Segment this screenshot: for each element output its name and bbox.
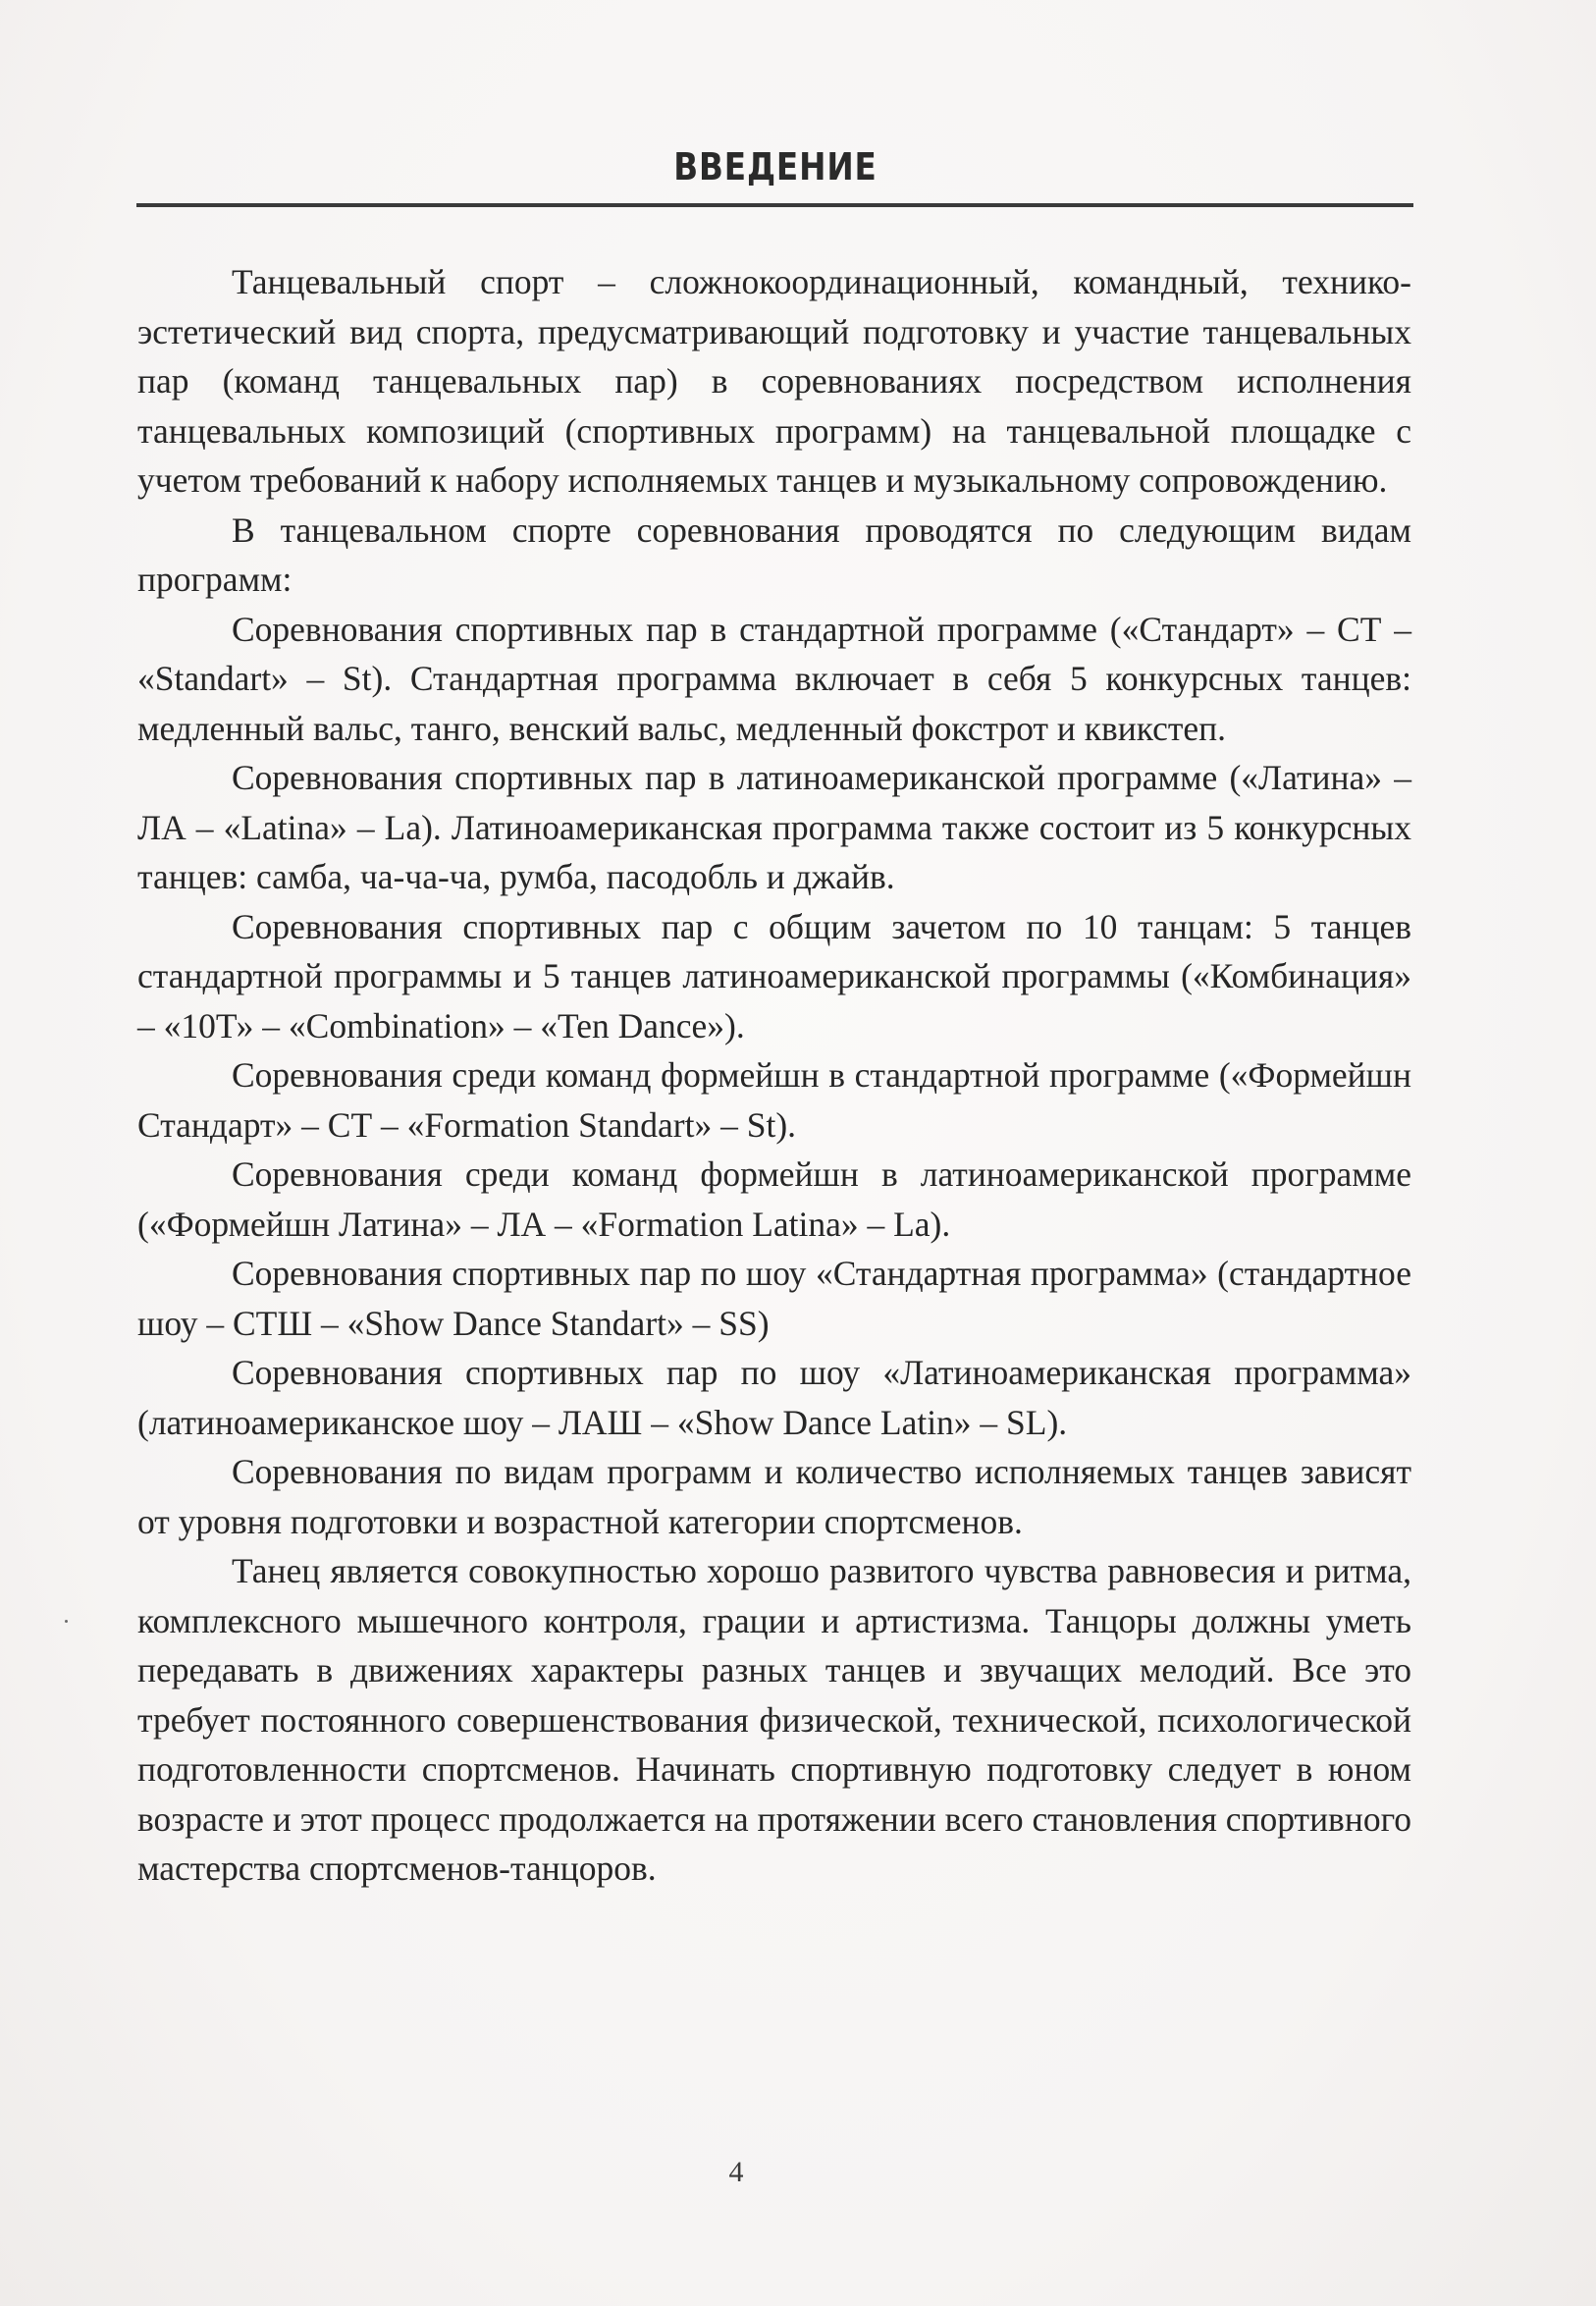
paragraph-program-types-intro: В танцевальном спорте соревнования проводятся по следующим видам программ: <box>137 509 1411 599</box>
page-number: 4 <box>728 2156 744 2188</box>
paragraph-definition: Танцевальный спорт – сложнокоординационный, командный, технико-эстетический вид спорта, предусматривающий подготовку и участие танцевальных пар (команд танцевальных пар) в соревнованиях посредством исполнения танцевальных композиций (спортивных программ) на танцевальной площадке с учетом требований к набору исполняемых танцев и музыкальному сопровождению. <box>137 262 1411 500</box>
body-text <box>137 257 1411 1894</box>
paragraph-formation-latin: Соревнования среди команд формейшн в латиноамериканской программе («Формейшн Латина» – ЛА – «Formation Latina» – La). <box>137 1154 1411 1244</box>
paragraph-program-dependency: Соревнования по видам программ и количество исполняемых танцев зависят от уровня подготовки и возрастной категории спортсменов. <box>137 1452 1411 1541</box>
paragraph-formation-standard: Соревнования среди команд формейшн в стандартной программе («Формейшн Стандарт» – СТ – «Formation Standart» – St). <box>137 1055 1411 1145</box>
paragraph-show-standard: Соревнования спортивных пар по шоу «Стандартная программа» (стандартное шоу – СТШ – «Show Dance Standart» – SS) <box>137 1254 1411 1343</box>
paragraph-ten-dance: Соревнования спортивных пар с общим зачетом по 10 танцам: 5 танцев стандартной программы и 5 танцев латиноамериканской программы («Комбинация» – «10Т» – «Combination» – «Ten Dance»). <box>137 906 1411 1046</box>
heading-underline-divider <box>136 203 1413 207</box>
paragraph-latin-program: Соревнования спортивных пар в латиноамериканской программе («Латина» – ЛА – «Latina» – La). Латиноамериканская программа также состоит из 5 конкурсных танцев: самба, ча-ча-ча, румба, пасодобль и джайв. <box>137 758 1411 896</box>
chapter-heading: ВВЕДЕНИЕ <box>673 145 878 188</box>
paragraph-standard-program: Соревнования спортивных пар в стандартной программе («Стандарт» – СТ – «Standart» – St). Стандартная программа включает в себя 5 конкурсных танцев: медленный вальс, танго, венский вальс, медленный фокстрот и квикстеп. <box>137 609 1411 748</box>
paragraph-dance-qualities: Танец является совокупностью хорошо развитого чувства равновесия и ритма, комплексного мышечного контроля, грации и артистизма. Танцоры должны уметь передавать в движениях характеры разных танцев и звучащих мелодий. Все это требует постоянного совершенствования физической, технической, психологической подготовленности спортсменов. Начинать спортивную подготовку следует в юном возрасте и этот процесс продолжается на протяжении всего становления спортивного мастерства спортсменов-танцоров. <box>137 1551 1411 1888</box>
scan-speck <box>65 1620 68 1623</box>
paragraph-show-latin: Соревнования спортивных пар по шоу «Латиноамериканская программа» (латиноамериканское шоу – ЛАШ – «Show Dance Latin» – SL). <box>137 1353 1411 1442</box>
